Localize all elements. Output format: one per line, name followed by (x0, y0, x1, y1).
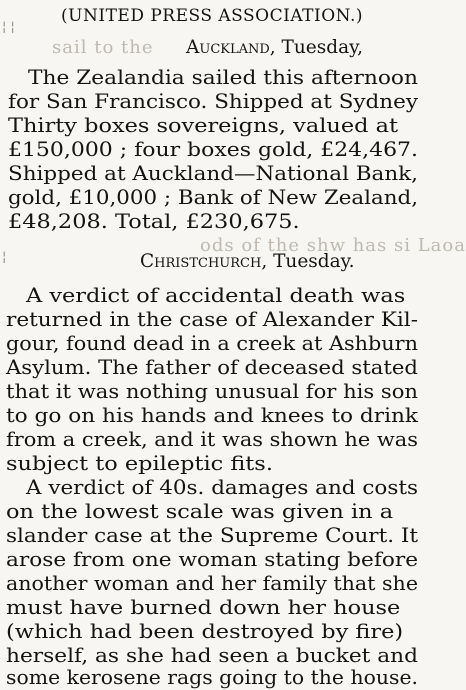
article-line: to go on his hands and knees to drink (6, 404, 418, 427)
article-line: for San Francisco. Shipped at Sydney (8, 90, 418, 113)
article-line: (which had been destroyed by fire) (6, 620, 404, 643)
dateline-place: Christchurch (140, 251, 262, 272)
article-line: returned in the case of Alexander Kil- (6, 308, 418, 331)
bleed-through-text: ods of the shw has si Laoa (200, 235, 466, 256)
article-line: herself, as she had seen a bucket and (6, 644, 419, 667)
margin-mark: ¦ (2, 250, 7, 265)
article-line: that it was nothing unusual for his son (6, 380, 418, 403)
agency-header (0, 4, 424, 28)
dateline-day: , Tuesday. (261, 251, 355, 272)
article-line: some kerosene rags going to the house. (6, 666, 418, 689)
article-line: gold, £10,000 ; Bank of New Zealand, (8, 186, 419, 209)
article-line: gour, found dead in a creek at Ashburn (6, 332, 418, 355)
article-line: £150,000 ; four boxes gold, £24,467. (8, 138, 418, 161)
dateline-day: , Tuesday, (269, 37, 364, 58)
article-line: £48,208. Total, £230,675. (8, 210, 300, 233)
article-line: Asylum. The father of deceased stated (6, 356, 418, 379)
article-line: The Zealandia sailed this afternoon (28, 66, 418, 89)
bleed-through-text: sail to the (52, 37, 154, 58)
article-line: A verdict of accidental death was (26, 284, 406, 307)
article-line: from a creek, and it was shown he was (6, 428, 419, 451)
article-line: another woman and her family that she (6, 572, 418, 595)
article-line: Shipped at Auckland—National Bank, (8, 162, 418, 185)
article-line: subject to epileptic fits. (6, 452, 273, 475)
article-line: must have burned down her house (6, 596, 401, 619)
margin-mark: ¦ ¦ (2, 20, 15, 35)
article-line: Thirty boxes sovereigns, valued at (8, 114, 398, 137)
article-line: on the lowest scale was given in a (6, 500, 394, 523)
article-line: arose from one woman stating before (6, 548, 418, 571)
article-line: slander case at the Supreme Court. It (6, 524, 418, 547)
agency-text: (UNITED PRESS ASSOCIATION.) (61, 6, 363, 26)
article-line: A verdict of 40s. damages and costs (26, 476, 418, 499)
dateline-place: Auckland (186, 37, 270, 58)
